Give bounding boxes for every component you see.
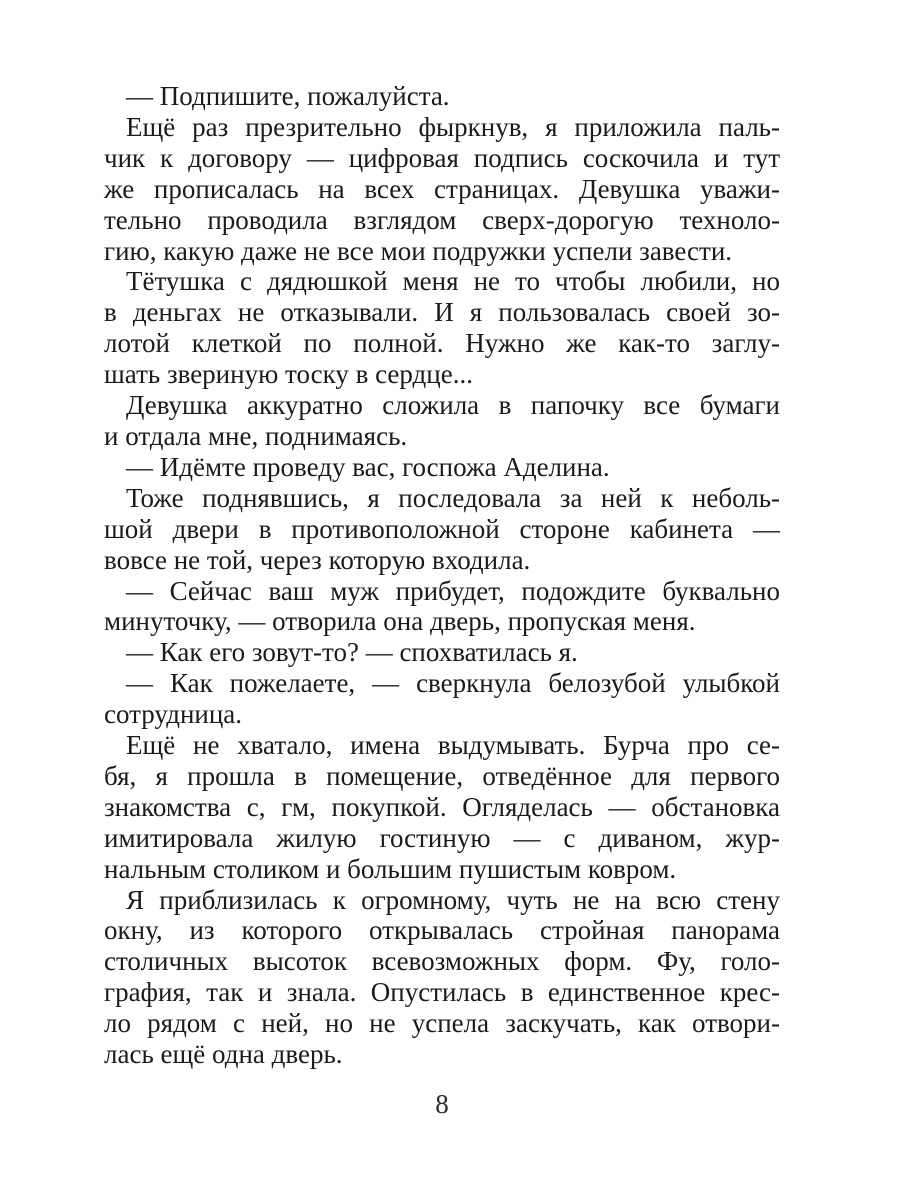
paragraph: [104, 81, 780, 112]
text-line: гию, какую даже не все мои подружки успели завести.: [104, 235, 733, 266]
paragraph: [104, 576, 780, 638]
text-line: Тоже поднявшись, я последовала за ней к неболь-: [126, 482, 780, 513]
text-line: в деньгах не отказывали. И я пользовалась своей зо-: [104, 297, 780, 328]
paragraph: [104, 452, 780, 483]
text-line: минуточку, — отворила она дверь, пропуская меня.: [104, 606, 696, 637]
text-line: Ещё раз презрительно фыркнув, я приложила паль-: [126, 111, 780, 142]
paragraph: [104, 390, 780, 452]
paragraph: [104, 483, 780, 576]
page-text: [104, 81, 780, 1070]
text-line: Девушка аккуратно сложила в папочку все бумаги: [126, 390, 780, 421]
paragraph: [104, 885, 780, 1070]
text-line: ло рядом с ней, но не успела заскучать, как отвори-: [104, 1008, 780, 1039]
text-line: сотрудница.: [104, 699, 243, 730]
paragraph: [104, 637, 780, 668]
text-line: Тётушка с дядюшкой меня не то чтобы любили, но: [126, 266, 780, 297]
text-line: нальным столиком и большим пушистым ковром.: [104, 853, 677, 884]
page-number: 8: [435, 1089, 449, 1119]
text-line: лотой клеткой по полной. Нужно же как-то заглу-: [104, 328, 780, 359]
text-line: имитировала жилую гостиную — с диваном, жур-: [104, 822, 780, 853]
text-line: — Сейчас ваш муж прибудет, подождите буквально: [126, 575, 780, 606]
text-line: лась ещё одна дверь.: [104, 1039, 343, 1070]
text-line: бя, я прошла в помещение, отведённое для первого: [104, 760, 780, 791]
text-line: — Подпишите, пожалуйста.: [126, 81, 450, 111]
text-line: шать звериную тоску в сердце...: [104, 359, 473, 390]
text-line: знакомства с, гм, покупкой. Огляделась — обстановка: [104, 791, 780, 822]
paragraph: [104, 112, 780, 267]
text-line: же прописалась на всех страницах. Девушка уважи-: [104, 173, 780, 204]
text-line: Ещё не хватало, имена выдумывать. Бурча про се-: [126, 730, 780, 761]
text-line: чик к договору — цифровая подпись соскочила и тут: [104, 142, 780, 173]
text-line: окну, из которого открывалась стройная панорама: [104, 915, 780, 946]
text-line: — Как его зовут-то? — спохватилась я.: [126, 637, 578, 668]
paragraph: [104, 266, 780, 390]
text-line: графия, так и знала. Опустилась в единственное крес-: [104, 977, 780, 1008]
text-line: столичных высоток всевозможных форм. Фу, голо-: [104, 946, 780, 977]
text-line: вовсе не той, через которую входила.: [104, 544, 531, 575]
text-line: шой двери в противоположной стороне кабинета —: [104, 513, 780, 544]
paragraph: [104, 730, 780, 885]
text-line: — Как пожелаете, — сверкнула белозубой улыбкой: [126, 668, 780, 699]
text-line: тельно проводила взглядом сверх-дорогую техноло-: [104, 204, 780, 235]
paragraph: [104, 668, 780, 730]
text-line: и отдала мне, поднимаясь.: [104, 420, 408, 451]
text-line: Я приблизилась к огромному, чуть не на всю стену: [126, 884, 780, 915]
text-line: — Идёмте проведу вас, госпожа Аделина.: [126, 451, 610, 482]
